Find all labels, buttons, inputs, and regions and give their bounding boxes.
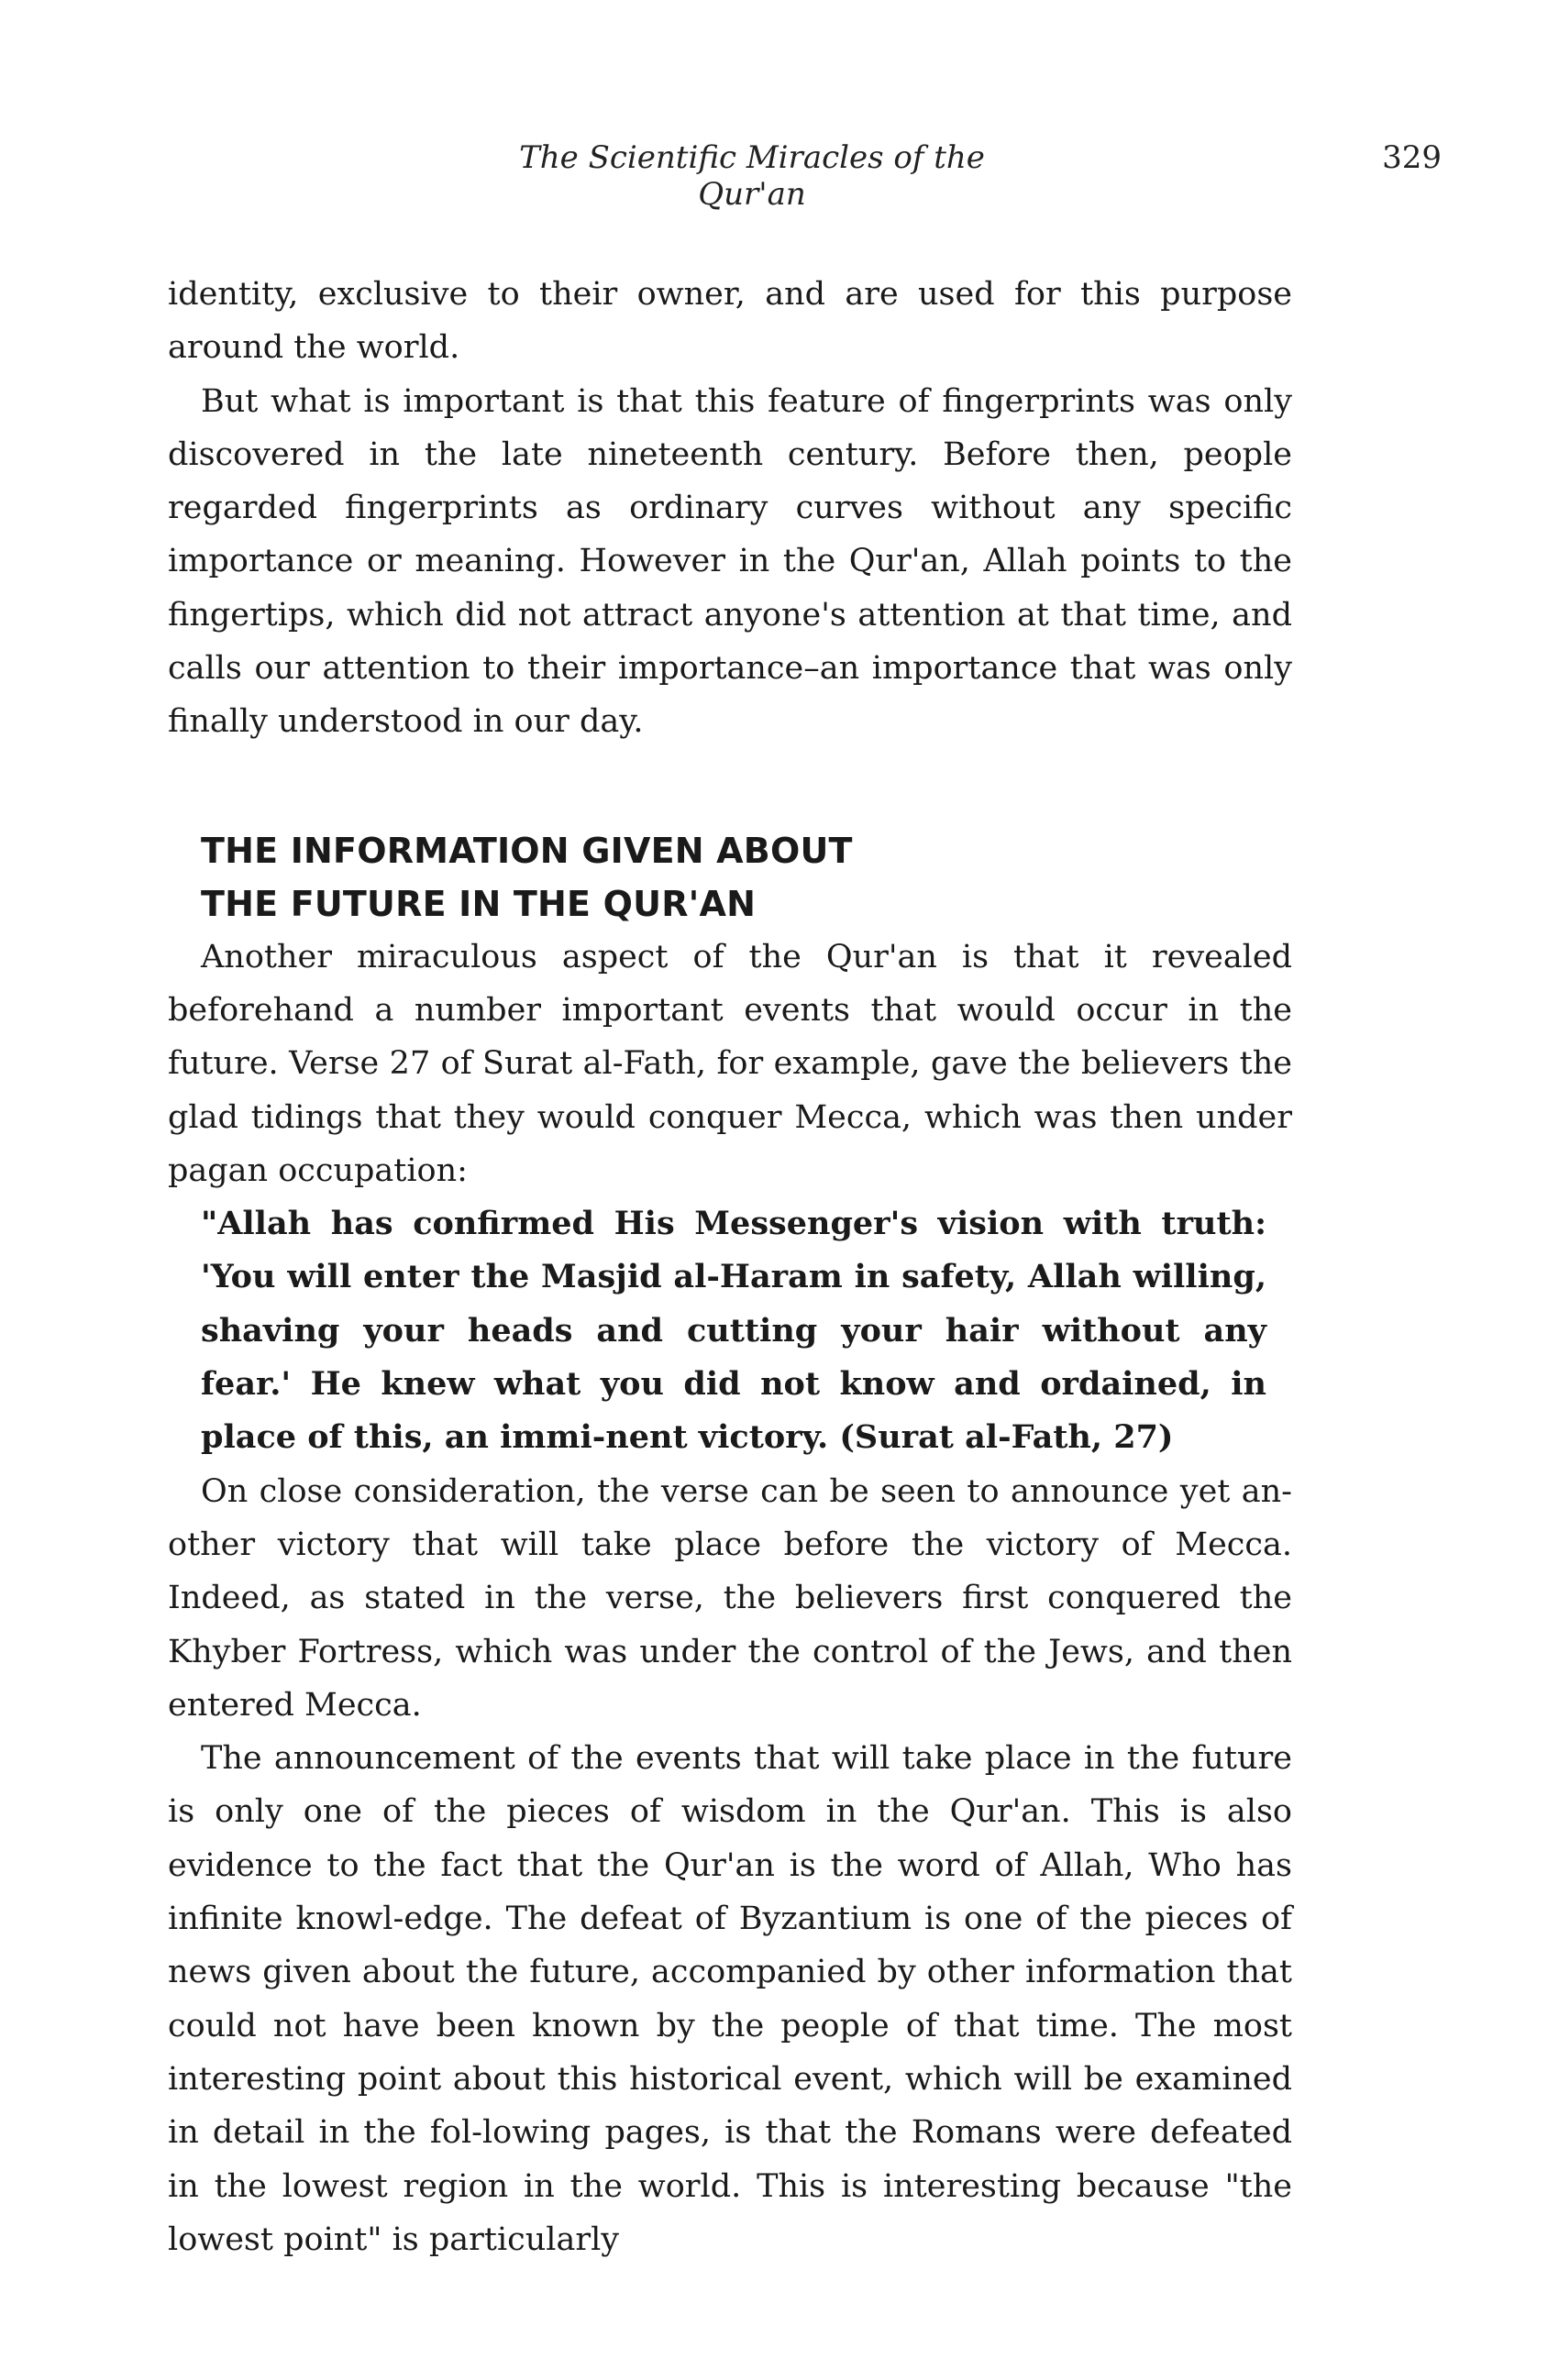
paragraph-future-events: Another miraculous aspect of the Qur'an is that it revealed beforehand a number important events that would occur in the future. Verse 27 of Surat al-Fath, for example, gave the believers the glad tidings that they would conquer Mecca, which was then under pagan occupation: <box>168 938 1292 1189</box>
page-body <box>168 268 1292 2266</box>
paragraph-fingerprint-identity: identity, exclusive to their owner, and are used for this purpose around the world. <box>168 276 1292 367</box>
paragraph-khyber-victory: On close consideration, the verse can be seen to announce yet an-other victory that will take place before the victory of Mecca. Indeed, as stated in the verse, the believers first conquered the Khyber Fortress, which was under the control of the Jews, and then entered Mecca. <box>168 1472 1292 1724</box>
running-header-title: The Scientific Miracles of the Qur'an <box>519 139 985 213</box>
verse-quote: "Allah has confirmed His Messenger's vision with truth: 'You will enter the Masjid al-Haram in safety, Allah willing, shaving your heads and cutting your hair without any fear.' He knew what you did not know and ordained, in place of this, an immi-nent victory. (Surat al-Fath, 27) <box>201 1205 1266 1457</box>
section-heading-line-1: THE INFORMATION GIVEN ABOUT <box>201 830 853 871</box>
section-heading <box>201 824 1292 931</box>
page-number: 329 <box>1382 139 1442 176</box>
paragraph-fingerprint-discovery: But what is important is that this feature of fingerprints was only discovered in the late nineteenth century. Before then, people regarded fingerprints as ordinary curves without any specific importance or meaning. However in the Qur'an, Allah points to the fingertips, which did not attract anyone's attention at that time, and calls our attention to their importance–an importance that was only finally understood in our day. <box>168 382 1292 741</box>
section-heading-line-2: THE FUTURE IN THE QUR'AN <box>201 883 757 924</box>
paragraph-byzantium-defeat: The announcement of the events that will take place in the future is only one of the pieces of wisdom in the Qur'an. This is also evidence to the fact that the Qur'an is the word of Allah, Who has infinite knowl-edge. The defeat of Byzantium is one of the pieces of news given about the future, accompanied by other information that could not have been known by the people of that time. The most interesting point about this historical event, which will be examined in detail in the fol-lowing pages, is that the Romans were defeated in the lowest region in the world. This is interesting because "the lowest point" is particularly <box>168 1740 1292 2258</box>
